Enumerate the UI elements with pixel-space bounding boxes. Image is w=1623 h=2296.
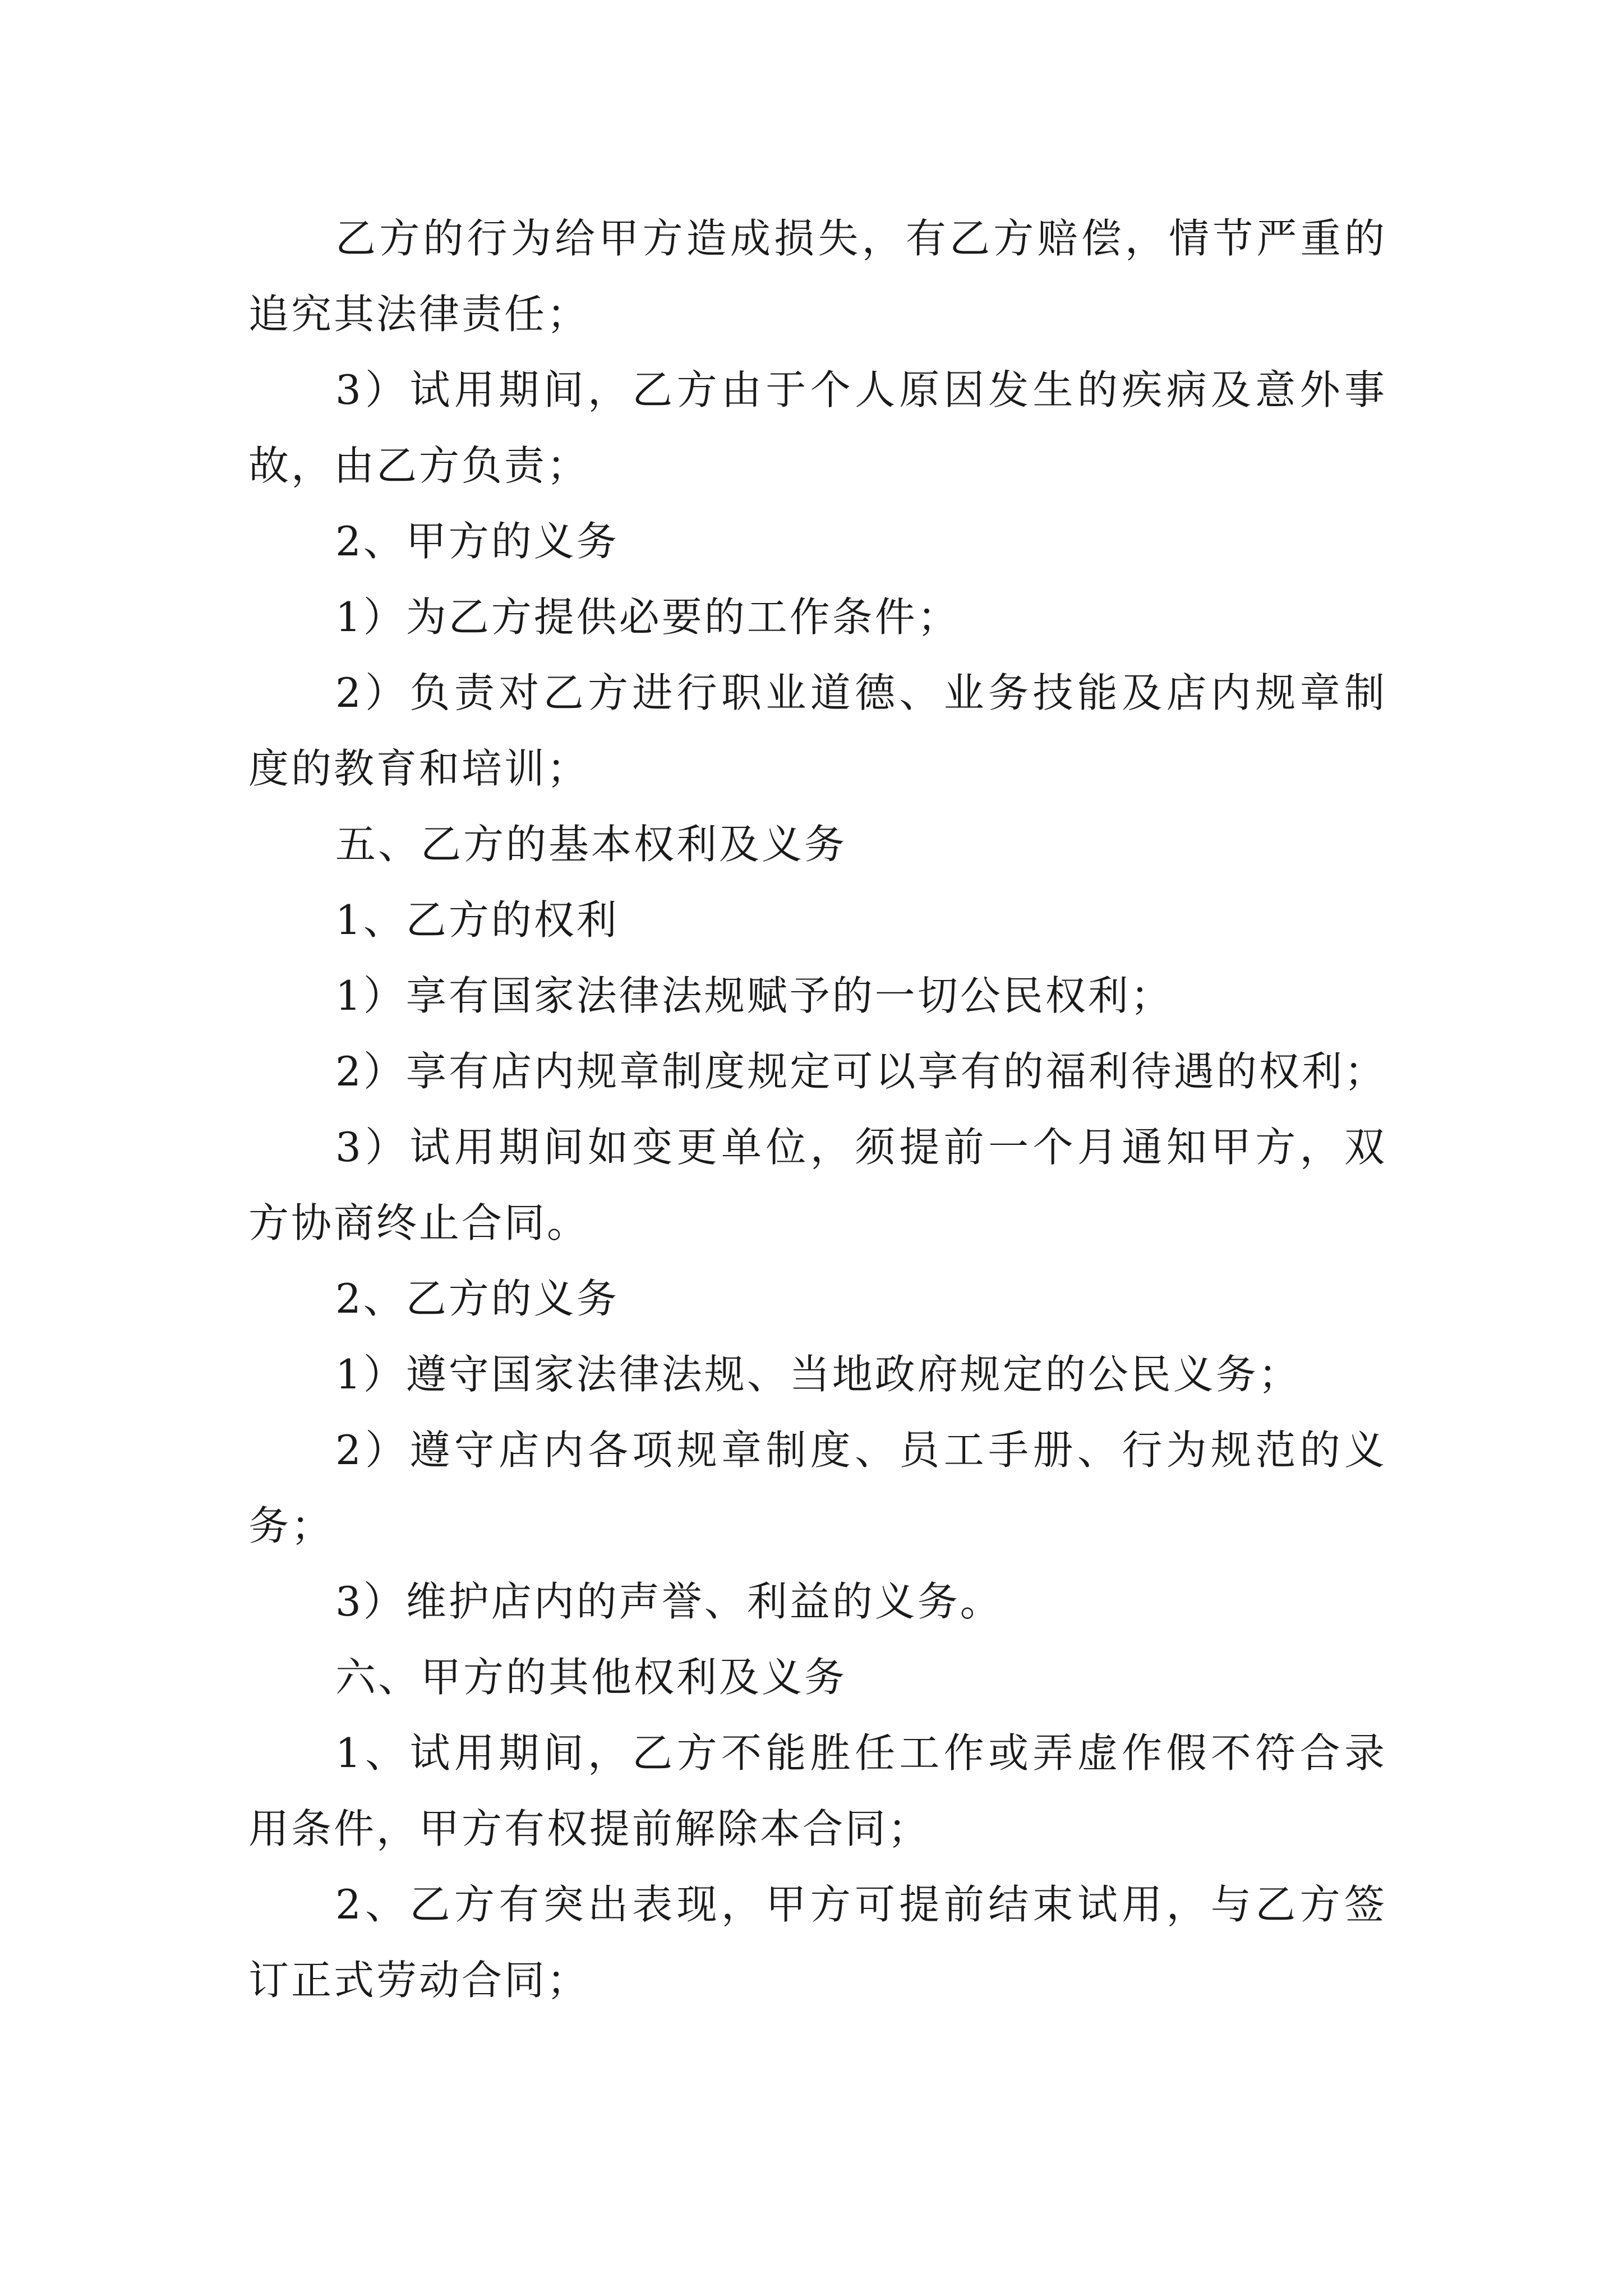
paragraph-line: 1、试用期间，乙方不能胜任工作或弄虚作假不符合录	[335, 1729, 1387, 1777]
paragraph-line: 故，由乙方负责；	[248, 442, 590, 489]
paragraph-line: 3）试用期间如变更单位，须提前一个月通知甲方，双	[335, 1124, 1387, 1171]
paragraph-line: 3）试用期间，乙方由于个人原因发生的疾病及意外事	[335, 366, 1387, 413]
paragraph-line: 追究其法律责任；	[248, 291, 590, 338]
section-heading: 六、甲方的其他权利及义务	[335, 1654, 847, 1701]
paragraph-line: 1）遵守国家法律法规、当地政府规定的公民义务；	[335, 1351, 1301, 1398]
paragraph-line: 2）享有店内规章制度规定可以享有的福利待遇的权利；	[335, 1048, 1387, 1095]
paragraph-line: 乙方的行为给甲方造成损失，有乙方赔偿，情节严重的	[335, 215, 1387, 262]
paragraph-line: 2）遵守店内各项规章制度、员工手册、行为规范的义	[335, 1427, 1387, 1474]
paragraph-line: 3）维护店内的声誉、利益的义务。	[335, 1578, 1003, 1625]
paragraph-line: 订正式劳动合同；	[248, 1957, 590, 2004]
paragraph-line: 1）享有国家法律法规赋予的一切公民权利；	[335, 972, 1173, 1019]
section-heading: 五、乙方的基本权利及义务	[335, 821, 847, 868]
paragraph-line: 2、乙方的义务	[335, 1275, 619, 1322]
paragraph-line: 度的教育和培训；	[248, 745, 590, 792]
paragraph-line: 2、乙方有突出表现，甲方可提前结束试用，与乙方签	[335, 1881, 1387, 1928]
paragraph-line: 1、乙方的权利	[335, 896, 619, 944]
paragraph-line: 1）为乙方提供必要的工作条件；	[335, 593, 960, 641]
paragraph-line: 2、甲方的义务	[335, 518, 619, 565]
paragraph-line: 务；	[248, 1502, 334, 1549]
paragraph-line: 方协商终止合同。	[248, 1199, 590, 1246]
paragraph-line: 2）负责对乙方进行职业道德、业务技能及店内规章制	[335, 669, 1387, 716]
paragraph-line: 用条件，甲方有权提前解除本合同；	[248, 1805, 931, 1852]
